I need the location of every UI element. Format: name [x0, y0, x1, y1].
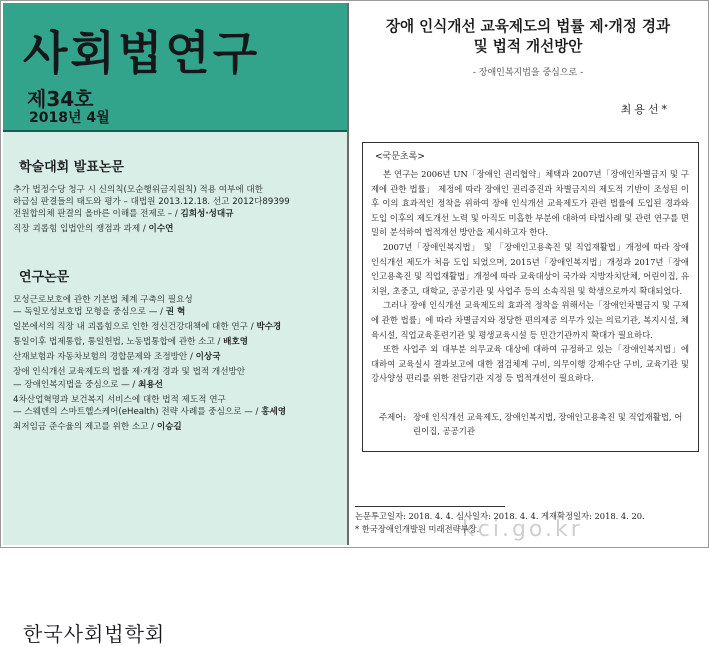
toc-entry-author: 이수연 — [148, 224, 174, 235]
abstract-paragraph: 2007년「장애인복지법」 및 「장애인고용촉진 및 직업재활법」개정에 따라 장애 인식개선 제도가 처음 도입 되었으며, 2015년「장애인복지법」개정과 2017년「장애인고용촉진 및 직업재활법」개정에 따라 교육대상이 국가와 지방자치단체, 어린이집, 유치원, 초중고, 대학교, 공공기관 및 사업주 등의 소속직원 및 학생으로까지 확대되었다. — [371, 241, 689, 296]
toc-entry-line: 통일이후 법제통합, 통일헌법, 노동법통합에 관한 소고 / — [13, 337, 224, 348]
toc-entry-author: 배호영 — [223, 337, 249, 348]
toc-entry-line: 장애 인식개선 교육제도의 법률 제·개정 경과 및 법적 개선방안 — [13, 367, 246, 378]
contents-panel — [3, 132, 347, 646]
abstract-paragraph: 본 연구는 2006년 UN「장애인 권리협약」체택과 2007년「장애인차별금지 및 구제에 관한 법률」 제정에 따라 장애인 권리증진과 차별금지의 제도적 기반이 조성된 이후 이의 효과적인 정착을 위하여 장애 인식개선 교육제도가 관련 법률에 도입된 경과와 도입 이후의 제도개선 노력 및 아직도 미흡한 부분에 대하여 타법사례 및 관련 연구를 면밀히 분석하여 법적개선 방안을 제시하고자 한다. — [371, 169, 689, 238]
publisher-name: 한국사회법학회 — [23, 622, 166, 646]
paper-subtitle: - 장애인복지법을 중심으로 - — [472, 68, 584, 78]
toc-entry-line: — 스웨덴의 스마트헬스케어(eHealth) 전략 사례를 중심으로 — / — [13, 406, 262, 417]
toc-entry-line: — 장애인복지법을 중심으로 — / — [13, 379, 139, 390]
toc-entry-line: 하급심 판결들의 태도와 평가 – 대법원 2013.12.18. 선고 2012다89399 — [13, 197, 290, 208]
abstract-paragraph: 또한 사업주 외 대부분 의무교육 대상에 대하여 규정하고 있는「장애인복지법」에 대하여 교육실시 결과보고에 대한 점검체계 구비, 의무이행 강제수단 구비, 교육기관 및 강사양성 편리를 위한 전담기관 지정 등 법적개선이 필요하다. — [371, 344, 689, 384]
toc-entry-author: 이승길 — [156, 421, 182, 432]
toc-entry — [13, 366, 343, 390]
toc-entry-author: 박수경 — [256, 322, 282, 333]
footnote — [355, 510, 645, 535]
toc-entry-line: 4차산업혁명과 보건복지 서비스에 대한 법적 제도적 연구 — [13, 394, 226, 405]
toc-entry-line: 일본에서의 직장 내 괴롭힘으로 인한 정신건강대책에 대한 연구 / — [13, 322, 257, 333]
toc-entry-author: 이상국 — [195, 352, 221, 363]
footnote-divider — [355, 506, 505, 507]
toc-entry-author: 최용선 — [138, 379, 163, 390]
journal-issue: 제34호 — [27, 87, 94, 111]
journal-title: 사회법연구 — [23, 26, 261, 80]
toc-entry — [13, 421, 343, 433]
abstract-body — [371, 167, 689, 386]
toc-entry-line: 직장 괴롭힘 입법안의 쟁점과 과제 / — [13, 224, 149, 235]
toc-entry-author: 홍세영 — [261, 406, 287, 417]
paper-title-line: 장애 인식개선 교육제도의 법률 제·개정 경과 — [385, 18, 671, 35]
toc-entry-line: 최저임금 준수율의 제고를 위한 소고 / — [13, 421, 157, 432]
paper-page — [350, 3, 706, 545]
section-heading-conference: 학술대회 발표논문 — [19, 160, 124, 175]
toc-entry-line: 전원합의체 판결의 올바른 이해를 전제로 – / — [13, 209, 181, 220]
watermark: kci.go.kr — [462, 517, 583, 542]
toc-entry-author: 김희성·성대규 — [180, 209, 234, 220]
conference-paper-list — [13, 184, 343, 238]
toc-entry-line: 추가 법정수당 청구 시 신의칙(모순행위금지원칙) 적용 여부에 대한 — [13, 185, 263, 195]
toc-entry — [13, 321, 343, 333]
journal-date: 2018년 4월 — [29, 110, 110, 126]
toc-entry-line: — 독일모성보호법 모형을 중심으로 — / — [13, 307, 166, 318]
paper-title-line: 및 법적 개선방안 — [473, 38, 583, 55]
toc-entry-author: 권 혁 — [165, 307, 186, 318]
toc-entry — [13, 394, 343, 418]
toc-entry-line: 모성근로보호에 관한 기본법 체계 구축의 필요성 — [13, 295, 193, 305]
keywords-text: 장애 인식개선 교육제도, 장애인복지법, 장애인고용촉진 및 직업재활법, 어린이집, 공공기관 — [413, 412, 683, 436]
toc-entry — [13, 184, 343, 220]
footnote-dates: 논문투고일자: 2018. 4. 4. 심사일자: 2018. 4. 4. 게재확정일자: 2018. 4. 20. — [355, 511, 645, 521]
section-heading-research: 연구논문 — [19, 270, 70, 285]
abstract-heading: <국문초록> — [375, 152, 425, 162]
footnote-affiliation: * 한국장애인개발원 미래전략부장. — [355, 523, 480, 534]
toc-entry — [13, 336, 343, 348]
journal-cover — [3, 3, 349, 646]
abstract-box — [362, 142, 699, 452]
keywords-label: 주제어: — [379, 412, 407, 422]
toc-entry — [13, 223, 343, 235]
toc-entry — [13, 294, 343, 318]
paper-title — [350, 17, 706, 57]
abstract-paragraph: 그러나 장애 인식개선 교육제도의 효과적 정착을 위해서는「장애인차별금지 및 구제에 관한 법률」에 따라 차별금지와 정당한 편의제공 의무가 있는 의료기관, 복지시설, 체육시설, 직업교육훈련기관 및 평생교육시설 등 민간기관까지 확대가 필요하다. — [371, 300, 689, 340]
paper-author: 최용선* — [620, 103, 670, 116]
research-paper-list — [13, 294, 343, 436]
toc-entry-line: 산재보험과 자동차보험의 경합문제와 조정방안 / — [13, 352, 196, 363]
toc-entry — [13, 351, 343, 363]
